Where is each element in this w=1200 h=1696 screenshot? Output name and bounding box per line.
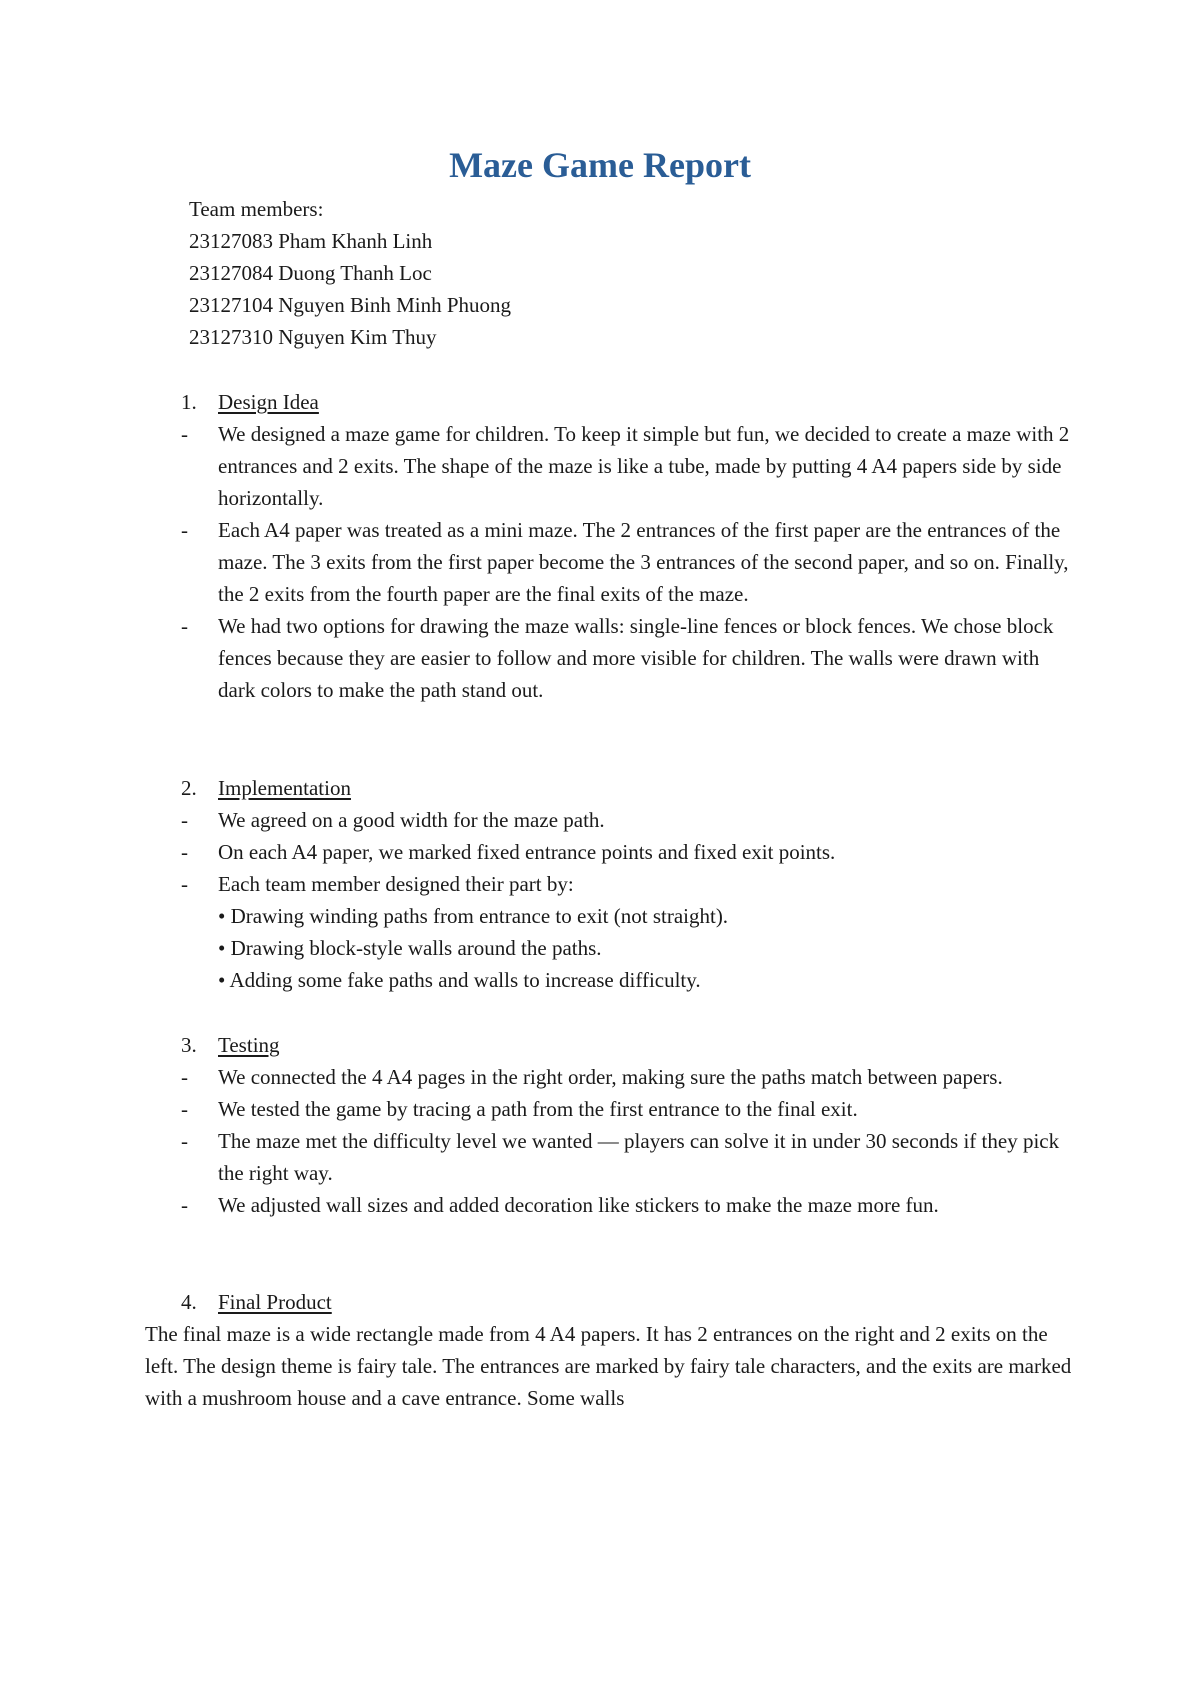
implementation-subpoints [181,900,728,996]
implementation-list [181,804,1081,900]
dash-marker: - [181,614,188,638]
dash-marker: - [181,518,188,542]
section-heading-testing [181,1029,280,1061]
list-item: - We adjusted wall sizes and added decoration like stickers to make the maze more fun. [181,1189,1081,1221]
dash-marker: - [181,1129,188,1153]
section-label: Implementation [218,776,351,800]
dash-marker: - [181,808,188,832]
dash-marker: - [181,422,188,446]
list-item: - We tested the game by tracing a path from the first entrance to the final exit. [181,1093,1081,1125]
section-number: 1. [181,390,197,414]
section-label: Final Product [218,1290,332,1314]
section-number: 3. [181,1033,197,1057]
design-idea-list [181,418,1081,706]
section-heading-design-idea [181,386,319,418]
dash-marker: - [181,1065,188,1089]
team-member: 23127083 Pham Khanh Linh [189,229,433,253]
dash-marker: - [181,1097,188,1121]
list-item: - We had two options for drawing the maze walls: single-line fences or block fences. We chose block fences because they are easier to follow and more visible for children. The walls were drawn with dark colors to make the path stand out. [181,610,1081,706]
document-title: Maze Game Report [449,145,751,185]
list-item: - We connected the 4 A4 pages in the right order, making sure the paths match between papers. [181,1061,1081,1093]
section-label: Testing [218,1033,280,1057]
final-product-paragraph: The final maze is a wide rectangle made from 4 A4 papers. It has 2 entrances on the right and 2 exits on the left. The design theme is fairy tale. The entrances are marked by fairy tale characters, and the exits are marked with a mushroom house and a cave entrance. Some walls [145,1322,1072,1410]
section-number: 2. [181,776,197,800]
sub-point: • Drawing block-style walls around the paths. [218,936,602,960]
list-item: - Each team member designed their part by: [181,868,1081,900]
testing-list [181,1061,1081,1221]
sub-point: • Drawing winding paths from entrance to exit (not straight). [218,904,729,928]
list-item: - The maze met the difficulty level we wanted — players can solve it in under 30 seconds if they pick the right way. [181,1125,1081,1189]
list-item: - On each A4 paper, we marked fixed entrance points and fixed exit points. [181,836,1081,868]
team-member: 23127104 Nguyen Binh Minh Phuong [189,293,512,317]
list-item: - We designed a maze game for children. To keep it simple but fun, we decided to create a maze with 2 entrances and 2 exits. The shape of the maze is like a tube, made by putting 4 A4 papers side by side horizontally. [181,418,1081,514]
dash-marker: - [181,1193,188,1217]
dash-marker: - [181,872,188,896]
team-member: 23127084 Duong Thanh Loc [189,261,432,285]
list-item: - Each A4 paper was treated as a mini maze. The 2 entrances of the first paper are the entrances of the maze. The 3 exits from the first paper become the 3 entrances of the second paper, and so on. Finally, the 2 exits from the fourth paper are the final exits of the maze. [181,514,1081,610]
team-members [189,193,511,353]
team-heading: Team members: [189,197,324,221]
section-heading-implementation [181,772,351,804]
dash-marker: - [181,840,188,864]
section-number: 4. [181,1290,197,1314]
sub-point: • Adding some fake paths and walls to increase difficulty. [218,968,701,992]
section-heading-final-product [181,1286,332,1318]
section-label: Design Idea [218,390,319,414]
team-member: 23127310 Nguyen Kim Thuy [189,325,437,349]
list-item: - We agreed on a good width for the maze path. [181,804,1081,836]
